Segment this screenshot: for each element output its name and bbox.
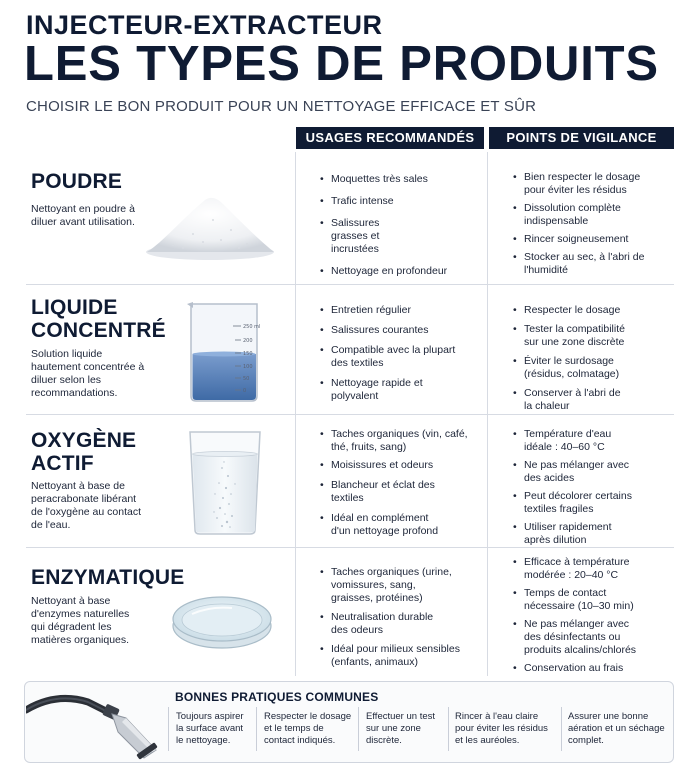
list-item: • Stocker au sec, à l'abri de l'humidité <box>511 251 646 277</box>
list-item: • Utiliser rapidement après dilution <box>511 521 631 547</box>
vigilance-list-liquide-concentre <box>511 304 661 413</box>
page-subtitle: CHOISIR LE BON PRODUIT POUR UN NETTOYAGE EFFICACE ET SÛR <box>26 98 537 115</box>
row-divider <box>26 284 674 285</box>
list-item: • Neutralisation durable des odeurs <box>318 611 438 637</box>
beaker-mark: 250 ml <box>243 324 261 330</box>
product-desc-enzymatique: Nettoyant à base d'enzymes naturelles qui dégradent les matières organiques. <box>31 595 130 646</box>
vigilance-list-enzymatique <box>511 556 661 675</box>
list-item: • Conserver à l'abri de la chaleur <box>511 387 623 413</box>
beaker-mark: 100 <box>243 364 253 370</box>
product-desc-liquide-concentre: Solution liquide hautement concentrée à diluer selon les recommandations. <box>31 348 145 399</box>
row-divider <box>26 414 674 415</box>
product-desc-oxygene-actif: Nettoyant à base de peracrabonate libérant de l'oxygène au contact de l'eau. <box>31 480 141 531</box>
fizzing-glass-icon <box>186 428 264 538</box>
column-header-vigilance: POINTS DE VIGILANCE <box>489 127 674 149</box>
usages-list-liquide-concentre <box>318 304 478 403</box>
product-desc-poudre: Nettoyant en poudre à diluer avant utilisation. <box>31 203 135 228</box>
beaker-mark: 150 <box>243 351 253 357</box>
powder-pile-icon <box>143 190 277 262</box>
best-practice-tip: Assurer une bonne aération et un séchage complet. <box>568 711 665 746</box>
usages-list-enzymatique <box>318 566 478 669</box>
vigilance-list-poudre <box>511 171 661 277</box>
tip-divider <box>561 707 562 751</box>
extractor-nozzle-icon <box>26 684 164 760</box>
tip-divider <box>168 707 169 751</box>
column-header-usages: USAGES RECOMMANDÉS <box>296 127 484 149</box>
vigilance-list-oxygene-actif <box>511 428 666 547</box>
tip-divider <box>448 707 449 751</box>
list-item: • Respecter le dosage <box>511 304 661 317</box>
list-item: • Moisissures et odeurs <box>318 459 483 472</box>
product-name-enzymatique: ENZYMATIQUE <box>31 566 185 589</box>
list-item: • Tester la compatibilité sur une zone discrète <box>511 323 639 349</box>
list-item: • Compatible avec la plupart des textiles <box>318 344 468 370</box>
list-item: • Dissolution complète indispensable <box>511 202 636 228</box>
list-item: • Efficace à température modérée : 20–40 °C <box>511 556 631 582</box>
tip-divider <box>358 707 359 751</box>
list-item: • Idéal pour milieux sensibles (enfants, animaux) <box>318 643 468 669</box>
list-item: • Salissures courantes <box>318 324 478 337</box>
list-item: • Ne pas mélanger avec des acides <box>511 459 636 485</box>
best-practice-tip: Toujours aspirer la surface avant le nettoyage. <box>176 711 244 746</box>
product-name-oxygene-actif: OXYGÈNE ACTIF <box>31 429 137 475</box>
list-item: • Éviter le surdosage (résidus, colmatage) <box>511 355 629 381</box>
measuring-beaker-icon <box>183 300 265 404</box>
header-line-1: INJECTEUR-EXTRACTEUR <box>26 10 383 40</box>
product-name-liquide-concentre: LIQUIDE CONCENTRÉ <box>31 296 166 342</box>
page-title: LES TYPES DE PRODUITS <box>24 37 659 91</box>
list-item: • Bien respecter le dosage pour éviter les résidus <box>511 171 661 197</box>
tip-divider <box>256 707 257 751</box>
list-item: • Ne pas mélanger avec des désinfectants ou produits alcalins/chlorés <box>511 618 646 657</box>
list-item: • Taches organiques (vin, café, thé, fruits, sang) <box>318 428 468 454</box>
list-item: • Nettoyage rapide et polyvalent <box>318 377 423 403</box>
list-item: • Salissures grasses et incrustées <box>318 217 418 256</box>
list-item: • Moquettes très sales <box>318 173 478 186</box>
best-practices-title: BONNES PRATIQUES COMMUNES <box>175 690 379 704</box>
list-item: • Taches organiques (urine, vomissures, sang, graisses, protéines) <box>318 566 453 605</box>
beaker-mark: 200 <box>243 338 253 344</box>
product-name-poudre: POUDRE <box>31 170 123 193</box>
list-item: • Entretien régulier <box>318 304 478 317</box>
list-item: • Conservation au frais <box>511 662 661 675</box>
petri-dish-icon <box>170 586 274 652</box>
list-item: • Trafic intense <box>318 195 478 208</box>
list-item: • Nettoyage en profondeur <box>318 265 478 278</box>
list-item: • Idéal en complément d'un nettoyage profond <box>318 512 443 538</box>
list-item: • Blancheur et éclat des textiles <box>318 479 438 505</box>
usages-list-poudre <box>318 173 478 278</box>
list-item: • Rincer soigneusement <box>511 233 661 246</box>
usages-list-oxygene-actif <box>318 428 483 538</box>
row-divider <box>26 547 674 548</box>
list-item: • Peut décolorer certains textiles fragiles <box>511 490 653 516</box>
list-item: • Température d'eau idéale : 40–60 °C <box>511 428 626 454</box>
best-practice-tip: Effectuer un test sur une zone discrète. <box>366 711 436 746</box>
list-item: • Temps de contact nécessaire (10–30 min) <box>511 587 636 613</box>
beaker-mark: 50 <box>243 376 250 382</box>
best-practice-tip: Rincer à l'eau claire pour éviter les résidus et les auréoles. <box>455 711 548 746</box>
best-practice-tip: Respecter le dosage et le temps de contact indiqués. <box>264 711 352 746</box>
beaker-mark: 0 <box>243 388 247 394</box>
